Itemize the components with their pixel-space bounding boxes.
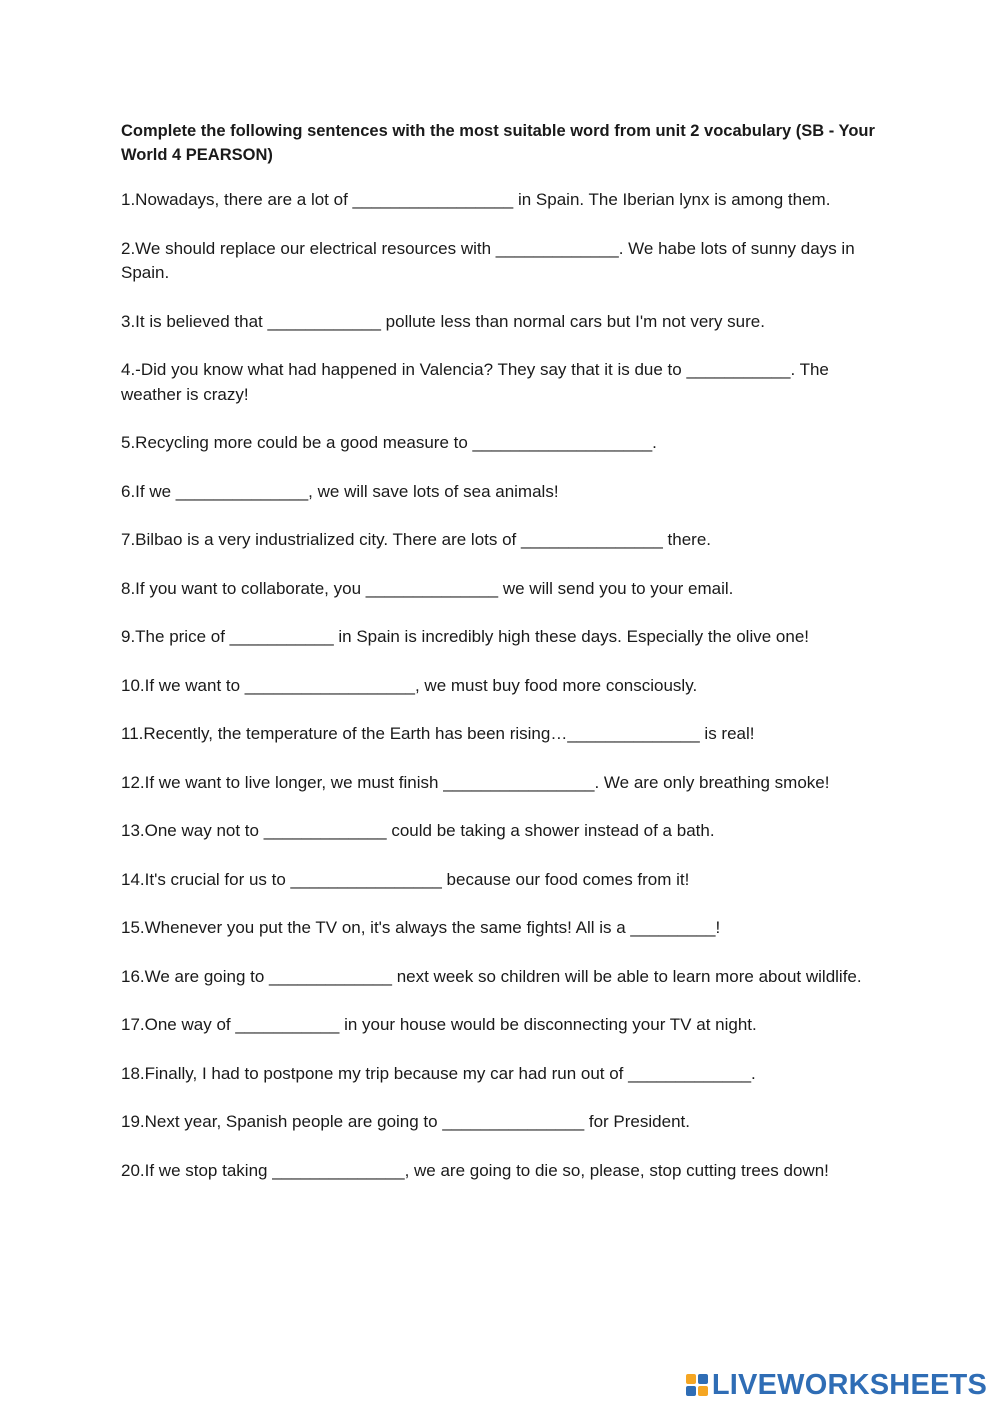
sentence-text: 20.If we stop taking ______________, we are going to die so, please, stop cutting trees down! [121,1160,829,1180]
sentence-text: 14.It's crucial for us to ________________ because our food comes from it! [121,869,690,889]
sentence-text: 19.Next year, Spanish people are going to _______________ for President. [121,1112,690,1131]
sentence-9 [121,625,881,650]
sentence-15 [121,916,881,941]
logo-text: LIVEWORKSHEETS [711,1368,987,1401]
sentence-11 [121,722,881,747]
sentence-16 [121,965,881,990]
sentence-text: 16.We are going to _____________ next week so children will be able to learn more about wildlife. [121,966,862,986]
sentence-text: 13.One way not to _____________ could be taking a shower instead of a bath. [121,821,715,840]
sentence-text: 5.Recycling more could be a good measure to ___________________. [121,433,657,452]
sentence-12 [121,771,881,796]
sentence-text: 11.Recently, the temperature of the Earth has been rising…______________ is real! [121,724,755,743]
sentence-text: 10.If we want to __________________, we must buy food more consciously. [121,675,698,695]
worksheet-heading: Complete the following sentences with the most suitable word from unit 2 vocabulary (SB - Your World 4 PEARSON) [121,122,875,164]
sentence-text: 18.Finally, I had to postpone my trip because my car had run out of _____________. [121,1063,756,1083]
sentence-19 [121,1110,881,1135]
sentence-text: 8.If you want to collaborate, you ______________ we will send you to your email. [121,578,734,598]
sentence-2 [121,237,881,286]
sentence-text: 17.One way of ___________ in your house would be disconnecting your TV at night. [121,1015,757,1034]
sentence-13 [121,819,881,844]
sentence-text: 2.We should replace our electrical resources with _____________. We habe lots of sunny days in Spain. [121,238,855,282]
sentence-text: 3.It is believed that ____________ pollute less than normal cars but I'm not very sure. [121,311,765,331]
sentence-text: 4.-Did you know what had happened in Valencia? They say that it is due to ___________. The weather is crazy! [121,360,829,404]
sentence-4 [121,358,881,407]
liveworksheets-icon [686,1374,708,1396]
sentence-8 [121,577,881,602]
sentence-20 [121,1159,881,1184]
sentence-1 [121,188,881,213]
sentence-text: 1.Nowadays, there are a lot of _________________ in Spain. The Iberian lynx is among them. [121,190,831,209]
sentence-text: 9.The price of ___________ in Spain is incredibly high these days. Especially the olive one! [121,627,809,646]
sentence-text: 12.If we want to live longer, we must finish ________________. We are only breathing smoke! [121,772,830,792]
sentence-7 [121,528,881,553]
sentence-18 [121,1062,881,1087]
sentence-10 [121,674,881,699]
sentence-3 [121,310,881,335]
sentence-text: 15.Whenever you put the TV on, it's always the same fights! All is a _________! [121,918,721,937]
worksheet [121,119,881,1207]
sentence-text: 6.If we ______________, we will save lots of sea animals! [121,481,559,501]
sentence-6 [121,480,881,505]
sentence-17 [121,1013,881,1038]
sentence-text: 7.Bilbao is a very industrialized city. There are lots of _______________ there. [121,530,712,549]
sentence-5 [121,431,881,456]
sentence-14 [121,868,881,893]
liveworksheets-logo [686,1370,987,1400]
